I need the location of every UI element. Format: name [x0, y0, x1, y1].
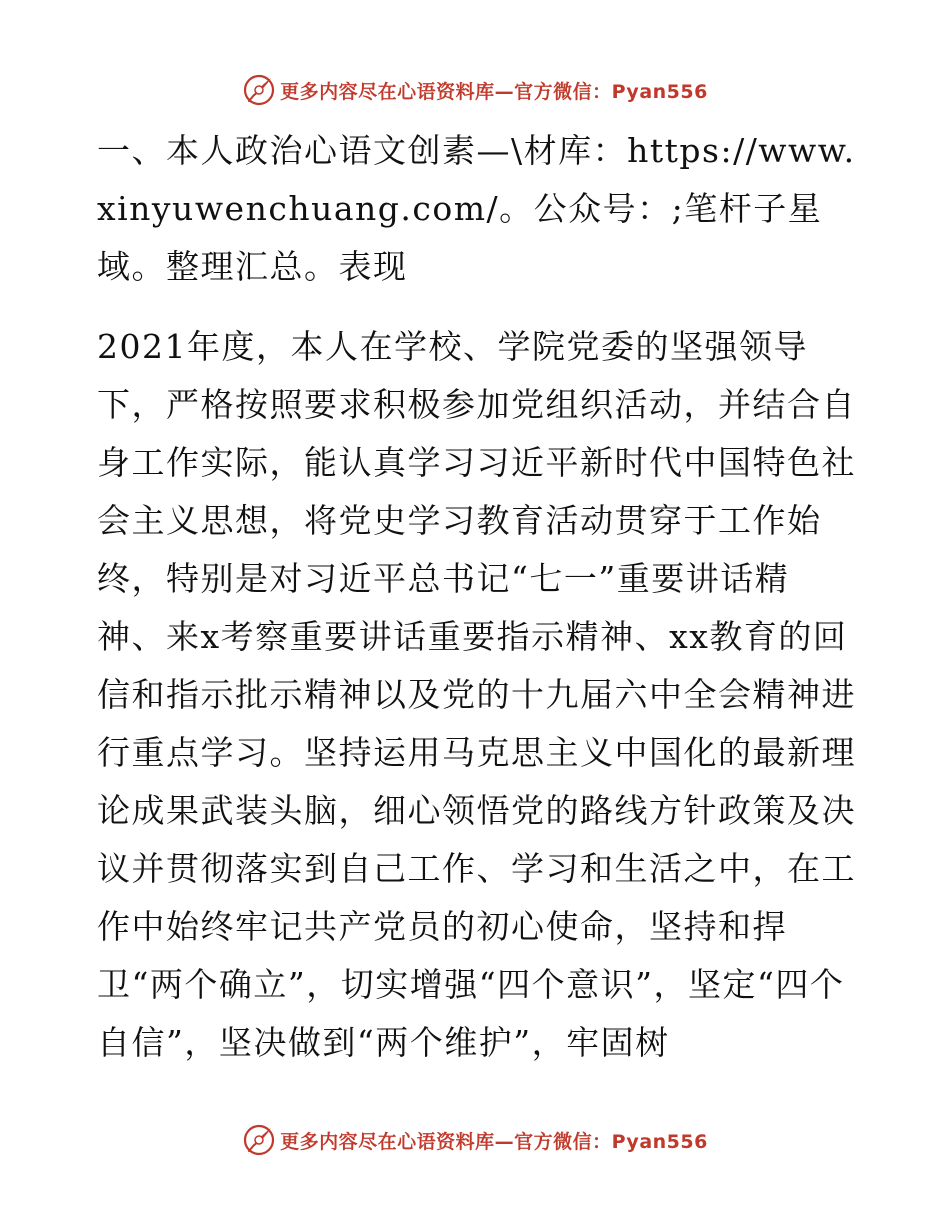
body-paragraph: 2021年度，本人在学校、学院党委的坚强领导下，严格按照要求积极参加党组织活动，并结合自身工作实际，能认真学习习近平新时代中国特色社会主义思想，将党史学习教育活动贯穿于工作始终，特别是对习近平总书记“七一”重要讲话精神、来x考察重要讲话重要指示精神、xx教育的回信和指示批示精神以及党的十九届六中全会精神进行重点学习。坚持运用马克思主义中国化的最新理论成果武装头脑，细心领悟党的路线方针政策及决议并贯彻落实到自己工作、学习和生活之中，在工作中始终牢记共产党员的初心使命，坚持和捍卫“两个确立”，切实增强“四个意识”，坚定“四个自信”，坚决做到“两个维护”，牢固树: [97, 327, 856, 1062]
feather-pen-circle-icon: [242, 1123, 276, 1157]
header-watermark-banner: [0, 70, 950, 110]
header-watermark-text: 更多内容尽在心语资料库—官方微信：Pyan556: [280, 80, 708, 103]
footer-watermark-banner: [0, 1120, 950, 1160]
section-heading: 一、本人政治心语文创素—\材库：https://www.xinyuwenchuang.com/。公众号：;笔杆子星域。整理汇总。表现: [97, 131, 856, 286]
feather-pen-circle-icon: [242, 73, 276, 107]
footer-watermark-text: 更多内容尽在心语资料库—官方微信：Pyan556: [280, 1130, 708, 1153]
document-body: [97, 122, 857, 1072]
